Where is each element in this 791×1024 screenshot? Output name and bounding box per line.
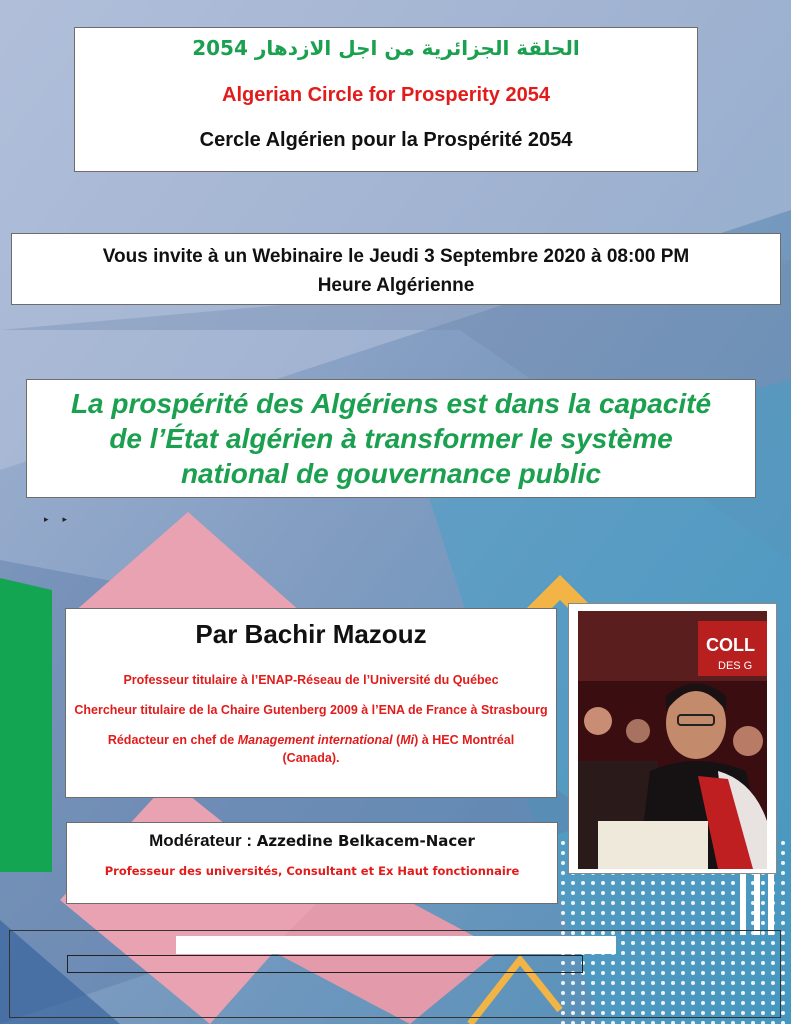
role3-abbr: Mi (400, 733, 415, 747)
role3-mid2: ) à HEC Montréal (414, 733, 515, 747)
org-name-english: Algerian Circle for Prosperity 2054 (222, 84, 550, 106)
bullet-arrows-icon: ▸▸ (44, 514, 82, 524)
webinar-title-line-3: national de gouvernance public (180, 458, 602, 489)
org-name-arabic: الحلقة الجزائرية من اجل الازدهار 2054 (192, 36, 580, 60)
photo-sign-text: COLL (706, 635, 755, 655)
org-name-french: Cercle Algérien pour la Prospérité 2054 (199, 129, 573, 151)
speaker-role-1: Professeur titulaire à l’ENAP-Réseau de l’Université du Québec (123, 673, 499, 687)
webinar-title-line-2: de l’État algérien à transformer le système (109, 423, 673, 454)
moderator-heading (67, 831, 557, 851)
footer-outline-box (67, 955, 583, 973)
speaker-role-3 (74, 731, 548, 767)
invitation-box (11, 233, 781, 305)
role3-prefix: Rédacteur en chef de (107, 733, 238, 747)
webinar-title-line-1: La prospérité des Algériens est dans la capacité (70, 388, 712, 419)
speaker-role-2: Chercheur titulaire de la Chaire Gutenberg 2009 à l’ENA de France à Strasbourg (74, 703, 548, 717)
invitation-line-1: Vous invite à un Webinaire le Jeudi 3 Septembre 2020 à 08:00 PM (102, 246, 690, 267)
moderator-label: Modérateur : (149, 831, 257, 850)
moderator-name: Azzedine Belkacem-Nacer (256, 832, 475, 850)
invitation-line-2: Heure Algérienne (317, 275, 475, 296)
footer-white-bar (176, 936, 616, 954)
speaker-name: Par Bachir Mazouz (195, 619, 427, 649)
speaker-photo-image (578, 611, 767, 869)
role3-journal: Management international (237, 733, 393, 747)
moderator-box (66, 822, 558, 904)
speaker-box (65, 608, 557, 798)
webinar-title-box (26, 379, 756, 498)
moderator-description: Professeur des universités, Consultant et Ex Haut fonctionnaire (104, 864, 520, 878)
photo-sign-text-2: DES G (718, 660, 753, 672)
role3-mid1: ( (392, 733, 401, 747)
organization-header-box (74, 27, 698, 172)
speaker-photo (568, 603, 777, 874)
role3-suffix: (Canada). (282, 751, 340, 765)
